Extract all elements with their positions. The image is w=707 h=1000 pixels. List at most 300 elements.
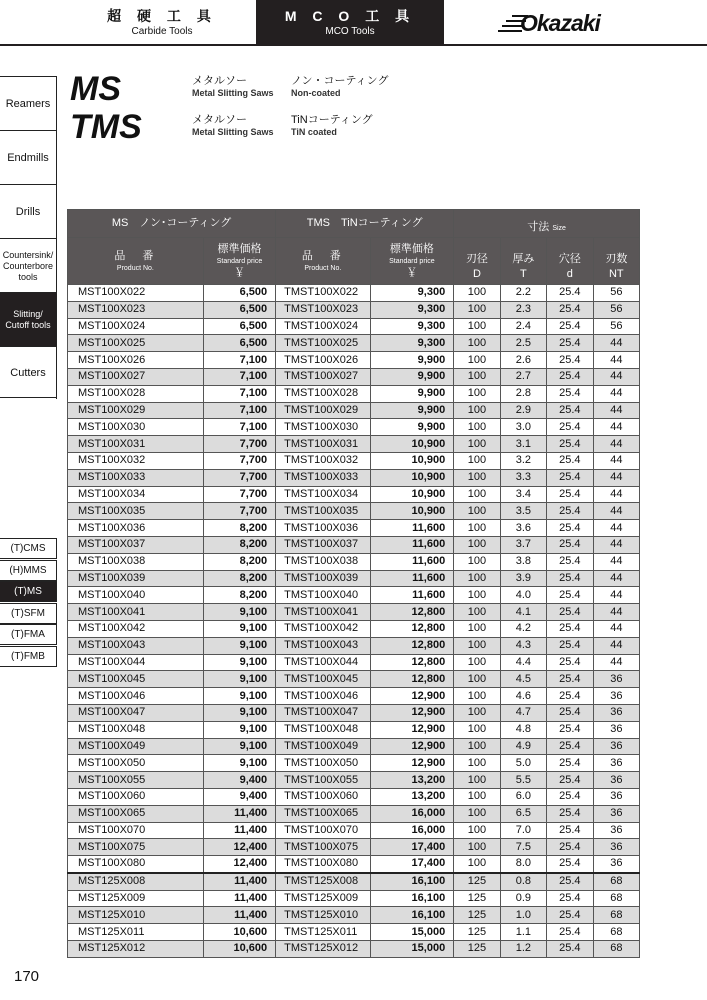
okazaki-logo [498,10,648,38]
price-ms-cell: 11,400 [203,822,275,839]
sidebar-code-tms[interactable]: (T)MS [0,581,57,602]
sidebar-item-countersink[interactable] [0,238,57,293]
teeth-cell: 68 [593,941,639,958]
bore-cell: 25.4 [547,941,594,958]
bore-cell: 25.4 [547,822,594,839]
table-row [68,873,640,890]
thickness-cell: 4.6 [500,688,546,705]
sidebar-item-reamers[interactable] [0,76,57,131]
price-ms-cell: 9,100 [203,637,275,654]
teeth-cell: 56 [593,285,639,302]
bore-cell: 25.4 [547,335,594,352]
teeth-cell: 44 [593,486,639,503]
table-row [68,536,640,553]
product-no-tms-cell: TMST100X045 [276,671,370,688]
price-ms-cell: 9,100 [203,738,275,755]
price-ms-cell: 8,200 [203,520,275,537]
product-no-tms-cell: TMST100X023 [276,301,370,318]
diameter-cell: 100 [454,788,500,805]
table-row [68,738,640,755]
product-no-ms-cell: MST100X040 [68,587,204,604]
bore-cell: 25.4 [547,873,594,890]
product-no-ms-cell: MST100X024 [68,318,204,335]
price-ms-cell: 8,200 [203,570,275,587]
bore-cell: 25.4 [547,805,594,822]
teeth-cell: 68 [593,924,639,941]
product-no-tms-cell: TMST100X065 [276,805,370,822]
price-ms-cell: 9,100 [203,721,275,738]
bore-cell: 25.4 [547,671,594,688]
price-ms-cell: 9,100 [203,704,275,721]
teeth-cell: 44 [593,587,639,604]
product-no-tms-cell: TMST100X040 [276,587,370,604]
bore-cell: 25.4 [547,738,594,755]
diameter-cell: 100 [454,772,500,789]
product-no-tms-cell: TMST125X011 [276,924,370,941]
diameter-cell: 125 [454,873,500,890]
product-no-tms-cell: TMST100X060 [276,788,370,805]
table-row [68,436,640,453]
product-no-tms-cell: TMST100X070 [276,822,370,839]
diameter-cell: 100 [454,368,500,385]
teeth-cell: 44 [593,604,639,621]
price-tms-cell: 12,800 [370,620,454,637]
product-no-ms-cell: MST100X037 [68,536,204,553]
bore-cell: 25.4 [547,907,594,924]
col-dim-d [454,238,500,285]
price-ms-cell: 8,200 [203,553,275,570]
price-ms-cell: 7,700 [203,503,275,520]
price-tms-cell: 11,600 [370,520,454,537]
product-no-ms-cell: MST100X048 [68,721,204,738]
size-label-en: Size [552,225,566,232]
price-ms-cell: 9,100 [203,620,275,637]
diameter-cell: 100 [454,536,500,553]
product-no-jp: 品 番 [114,250,157,262]
bore-cell: 25.4 [547,772,594,789]
header-divider [0,44,707,46]
product-no-ms-cell: MST100X023 [68,301,204,318]
thickness-cell: 6.5 [500,805,546,822]
product-no-ms-cell: MST100X060 [68,788,204,805]
product-no-ms-cell: MST100X070 [68,822,204,839]
price-tms-cell: 12,900 [370,738,454,755]
table-row [68,368,640,385]
thickness-cell: 2.6 [500,352,546,369]
price-ms-cell: 7,100 [203,402,275,419]
thickness-cell: 3.7 [500,536,546,553]
table-row [68,352,640,369]
product-no-tms-cell: TMST100X039 [276,570,370,587]
price-ms-cell: 7,100 [203,419,275,436]
teeth-cell: 56 [593,318,639,335]
product-no-tms-cell: TMST100X046 [276,688,370,705]
dim-label-jp: 穴径 [558,253,581,265]
diameter-cell: 100 [454,285,500,302]
thickness-cell: 2.8 [500,385,546,402]
thickness-cell: 3.5 [500,503,546,520]
price-tms-cell: 9,900 [370,402,454,419]
diameter-cell: 100 [454,452,500,469]
product-no-tms-cell: TMST100X035 [276,503,370,520]
product-no-ms-cell: MST100X065 [68,805,204,822]
teeth-cell: 44 [593,469,639,486]
product-no-ms-cell: MST125X008 [68,873,204,890]
sidebar-item-label: Countersink/ Counterbore tools [2,249,54,282]
price-ms-cell: 9,100 [203,604,275,621]
sidebar-code-tsfm[interactable]: (T)SFM [0,603,57,624]
diameter-cell: 100 [454,721,500,738]
teeth-cell: 44 [593,385,639,402]
thickness-cell: 4.9 [500,738,546,755]
product-no-tms-cell: TMST100X031 [276,436,370,453]
diameter-cell: 100 [454,688,500,705]
table-row [68,486,640,503]
diameter-cell: 100 [454,318,500,335]
price-tms-cell: 11,600 [370,553,454,570]
diameter-cell: 100 [454,520,500,537]
bore-cell: 25.4 [547,553,594,570]
bore-cell: 25.4 [547,890,594,907]
group-header-ms: MS ノン･コーティング [68,210,276,238]
logo-text: Okazaki [520,10,600,36]
group-header-tms: TMS TiNコーティング [276,210,454,238]
price-tms-cell: 11,600 [370,536,454,553]
dim-label-jp: 刃数 [605,253,628,265]
size-label: 寸法 [527,221,550,233]
diameter-cell: 100 [454,654,500,671]
price-ms-cell: 11,400 [203,890,275,907]
sidebar-item-cutters[interactable] [0,346,57,399]
table-row [68,856,640,873]
product-no-tms-cell: TMST100X042 [276,620,370,637]
price-ms-cell: 10,600 [203,941,275,958]
coating-en: TiN coated [291,127,337,137]
product-no-tms-cell: TMST100X047 [276,704,370,721]
table-row [68,890,640,907]
teeth-cell: 44 [593,402,639,419]
product-no-ms-cell: MST100X080 [68,856,204,873]
teeth-cell: 44 [593,352,639,369]
product-no-ms-cell: MST100X049 [68,738,204,755]
teeth-cell: 36 [593,839,639,856]
thickness-cell: 7.0 [500,822,546,839]
diameter-cell: 125 [454,907,500,924]
yen-symbol: ￥ [233,266,245,279]
price-ms-cell: 9,100 [203,755,275,772]
price-ms-cell: 11,400 [203,805,275,822]
price-tms-cell: 15,000 [370,924,454,941]
price-tms-cell: 9,300 [370,301,454,318]
price-ms-cell: 7,700 [203,436,275,453]
tab-mco-title: M C O 工 具 [284,8,416,24]
product-no-ms-cell: MST100X026 [68,352,204,369]
price-tms-cell: 16,000 [370,822,454,839]
product-no-ms-cell: MST100X029 [68,402,204,419]
bore-cell: 25.4 [547,536,594,553]
diameter-cell: 100 [454,385,500,402]
price-ms-cell: 11,400 [203,907,275,924]
coating-en: Non-coated [291,88,341,98]
price-en: Standard price [216,257,263,265]
price-tms-cell: 10,900 [370,452,454,469]
coating-jp: TiNコーティング [291,114,373,126]
thickness-cell: 3.8 [500,553,546,570]
price-tms-cell: 10,900 [370,436,454,453]
product-no-tms-cell: TMST100X032 [276,452,370,469]
product-no-ms-cell: MST100X035 [68,503,204,520]
price-tms-cell: 12,900 [370,755,454,772]
dim-symbol: D [472,268,481,280]
diameter-cell: 100 [454,486,500,503]
price-tms-cell: 12,900 [370,688,454,705]
product-no-ms-cell: MST100X038 [68,553,204,570]
product-no-tms-cell: TMST100X030 [276,419,370,436]
price-tms-cell: 9,900 [370,368,454,385]
price-tms-cell: 10,900 [370,469,454,486]
price-tms-cell: 9,900 [370,385,454,402]
thickness-cell: 5.5 [500,772,546,789]
sidebar-item-slitting[interactable] [0,292,57,347]
col-dim-t [500,238,546,285]
bore-cell: 25.4 [547,755,594,772]
teeth-cell: 68 [593,890,639,907]
diameter-cell: 100 [454,587,500,604]
sidebar-item-label: Reamers [5,97,51,110]
product-code-ms: MS [70,70,121,108]
bore-cell: 25.4 [547,352,594,369]
product-no-ms-cell: MST100X034 [68,486,204,503]
size-header [454,210,640,238]
teeth-cell: 44 [593,335,639,352]
diameter-cell: 100 [454,620,500,637]
diameter-cell: 125 [454,924,500,941]
table-row [68,469,640,486]
teeth-cell: 36 [593,755,639,772]
teeth-cell: 44 [593,536,639,553]
price-tms-cell: 16,100 [370,907,454,924]
bore-cell: 25.4 [547,856,594,873]
product-no-tms-cell: TMST100X029 [276,402,370,419]
price-tms-cell: 12,800 [370,654,454,671]
thickness-cell: 2.3 [500,301,546,318]
coating-jp: ノン・コーティング [291,75,389,87]
product-no-ms-cell: MST125X010 [68,907,204,924]
product-no-tms-cell: TMST100X028 [276,385,370,402]
thickness-cell: 1.1 [500,924,546,941]
dim-label-jp: 厚み [512,253,535,265]
price-tms-cell: 12,800 [370,671,454,688]
product-no-ms-cell: MST125X009 [68,890,204,907]
thickness-cell: 1.0 [500,907,546,924]
bore-cell: 25.4 [547,637,594,654]
thickness-cell: 4.7 [500,704,546,721]
product-no-tms-cell: TMST100X038 [276,553,370,570]
col-dim-nt [593,238,639,285]
thickness-cell: 3.0 [500,419,546,436]
product-no-ms-cell: MST100X033 [68,469,204,486]
price-tms-cell: 9,900 [370,419,454,436]
table-row [68,335,640,352]
sidebar-item-drills[interactable] [0,184,57,239]
price-tms-cell: 12,900 [370,721,454,738]
sidebar-code-tcms[interactable]: (T)CMS [0,538,57,559]
product-no-ms-cell: MST100X022 [68,285,204,302]
table-row [68,688,640,705]
thickness-cell: 4.5 [500,671,546,688]
thickness-cell: 2.2 [500,285,546,302]
thickness-cell: 4.8 [500,721,546,738]
product-no-tms-cell: TMST100X043 [276,637,370,654]
thickness-cell: 3.1 [500,436,546,453]
product-no-tms-cell: TMST100X048 [276,721,370,738]
product-no-ms-cell: MST100X025 [68,335,204,352]
thickness-cell: 4.0 [500,587,546,604]
table-row [68,285,640,302]
thickness-cell: 3.3 [500,469,546,486]
table-row [68,620,640,637]
bore-cell: 25.4 [547,452,594,469]
product-no-ms-cell: MST100X046 [68,688,204,705]
price-tms-cell: 16,100 [370,873,454,890]
dim-symbol: NT [608,268,624,280]
product-no-tms-cell: TMST100X036 [276,520,370,537]
sidebar-item-endmills[interactable] [0,130,57,185]
product-no-tms-cell: TMST100X044 [276,654,370,671]
teeth-cell: 44 [593,419,639,436]
col-price-tms [370,238,454,285]
teeth-cell: 36 [593,788,639,805]
bore-cell: 25.4 [547,520,594,537]
diameter-cell: 100 [454,856,500,873]
teeth-cell: 44 [593,452,639,469]
product-no-tms-cell: TMST100X075 [276,839,370,856]
table-row [68,671,640,688]
price-ms-cell: 9,100 [203,654,275,671]
sidebar-code-tfma[interactable]: (T)FMA [0,624,57,645]
price-tms-cell: 15,000 [370,941,454,958]
price-table [67,209,640,958]
diameter-cell: 100 [454,469,500,486]
price-tms-cell: 13,200 [370,788,454,805]
col-product-no-tms [276,238,370,285]
table-row [68,704,640,721]
price-tms-cell: 16,000 [370,805,454,822]
sidebar-code-tfmb[interactable]: (T)FMB [0,646,57,667]
page-number: 170 [14,968,40,985]
price-ms-cell: 11,400 [203,873,275,890]
tab-carbide-title: 超 硬 工 具 [107,8,217,24]
price-jp: 標準価格 [389,242,434,255]
bore-cell: 25.4 [547,721,594,738]
col-product-no-ms [68,238,204,285]
price-ms-cell: 9,100 [203,671,275,688]
teeth-cell: 44 [593,654,639,671]
diameter-cell: 100 [454,805,500,822]
bore-cell: 25.4 [547,436,594,453]
table-row [68,839,640,856]
diameter-cell: 100 [454,671,500,688]
teeth-cell: 36 [593,688,639,705]
thickness-cell: 2.4 [500,318,546,335]
diameter-cell: 125 [454,941,500,958]
product-no-tms-cell: TMST125X012 [276,941,370,958]
thickness-cell: 7.5 [500,839,546,856]
price-tms-cell: 11,600 [370,570,454,587]
product-no-en: Product No. [304,265,342,272]
table-row [68,587,640,604]
thickness-cell: 4.4 [500,654,546,671]
teeth-cell: 36 [593,805,639,822]
tab-carbide-tools[interactable] [68,0,257,44]
bore-cell: 25.4 [547,503,594,520]
thickness-cell: 3.2 [500,452,546,469]
sidebar-divider [0,397,57,398]
bore-cell: 25.4 [547,704,594,721]
diameter-cell: 100 [454,570,500,587]
product-no-tms-cell: TMST100X049 [276,738,370,755]
bore-cell: 25.4 [547,788,594,805]
product-no-ms-cell: MST100X041 [68,604,204,621]
price-ms-cell: 9,100 [203,688,275,705]
product-no-tms-cell: TMST100X050 [276,755,370,772]
table-row [68,452,640,469]
bore-cell: 25.4 [547,620,594,637]
thickness-cell: 4.3 [500,637,546,654]
price-tms-cell: 16,100 [370,890,454,907]
product-no-ms-cell: MST100X047 [68,704,204,721]
price-tms-cell: 10,900 [370,486,454,503]
product-no-tms-cell: TMST100X022 [276,285,370,302]
price-tms-cell: 17,400 [370,839,454,856]
product-no-tms-cell: TMST100X033 [276,469,370,486]
teeth-cell: 36 [593,772,639,789]
price-en: Standard price [389,257,435,265]
price-ms-cell: 6,500 [203,285,275,302]
bore-cell: 25.4 [547,654,594,671]
price-tms-cell: 9,300 [370,335,454,352]
dim-label-jp: 刃径 [465,253,488,265]
bore-cell: 25.4 [547,285,594,302]
diameter-cell: 100 [454,352,500,369]
product-no-tms-cell: TMST100X041 [276,604,370,621]
diameter-cell: 100 [454,301,500,318]
product-no-tms-cell: TMST100X025 [276,335,370,352]
sidebar-item-label: Endmills [7,151,49,164]
product-no-ms-cell: MST100X028 [68,385,204,402]
price-ms-cell: 12,400 [203,839,275,856]
teeth-cell: 36 [593,704,639,721]
thickness-cell: 6.0 [500,788,546,805]
bore-cell: 25.4 [547,318,594,335]
diameter-cell: 100 [454,839,500,856]
product-no-ms-cell: MST100X050 [68,755,204,772]
tab-mco-tools[interactable] [256,0,444,44]
table-row [68,941,640,958]
product-no-tms-cell: TMST125X008 [276,873,370,890]
sidebar-code-hmms[interactable]: (H)MMS [0,560,57,581]
bore-cell: 25.4 [547,839,594,856]
table-row [68,788,640,805]
product-no-ms-cell: MST100X055 [68,772,204,789]
product-no-ms-cell: MST100X042 [68,620,204,637]
bore-cell: 25.4 [547,402,594,419]
col-dim-d [547,238,594,285]
price-ms-cell: 9,400 [203,788,275,805]
product-no-tms-cell: TMST100X026 [276,352,370,369]
price-ms-cell: 7,700 [203,469,275,486]
price-ms-cell: 9,400 [203,772,275,789]
